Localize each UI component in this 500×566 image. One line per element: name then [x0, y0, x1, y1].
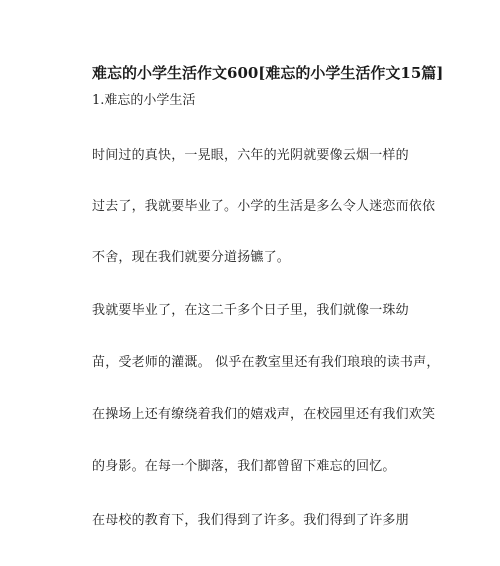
section-heading: 1.难忘的小学生活 [92, 93, 196, 108]
paragraph-line: 在母校的教育下，我们得到了许多。我们得到了许多朋 [92, 513, 409, 528]
paragraph-line: 时间过的真快，一晃眼，六年的光阴就要像云烟一样的 [92, 148, 409, 163]
paragraph-line: 在操场上还有缭绕着我们的嬉戏声，在校园里还有我们欢笑 [92, 407, 436, 422]
paragraph-line: 我就要毕业了，在这二千多个日子里，我们就像一珠幼 [92, 303, 409, 318]
document-title: 难忘的小学生活作文600[难忘的小学生活作文15篇] [92, 64, 444, 82]
paragraph-line: 的身影。在每一个脚落，我们都曾留下难忘的回忆。 [92, 459, 396, 474]
paragraph-line: 不舍，现在我们就要分道扬镳了。 [92, 250, 291, 265]
paragraph-line: 过去了，我就要毕业了。小学的生活是多么令人迷恋而依依 [92, 199, 436, 214]
paragraph-line: 苗，受老师的灌溉。 似乎在教室里还有我们琅琅的读书声， [92, 355, 440, 370]
